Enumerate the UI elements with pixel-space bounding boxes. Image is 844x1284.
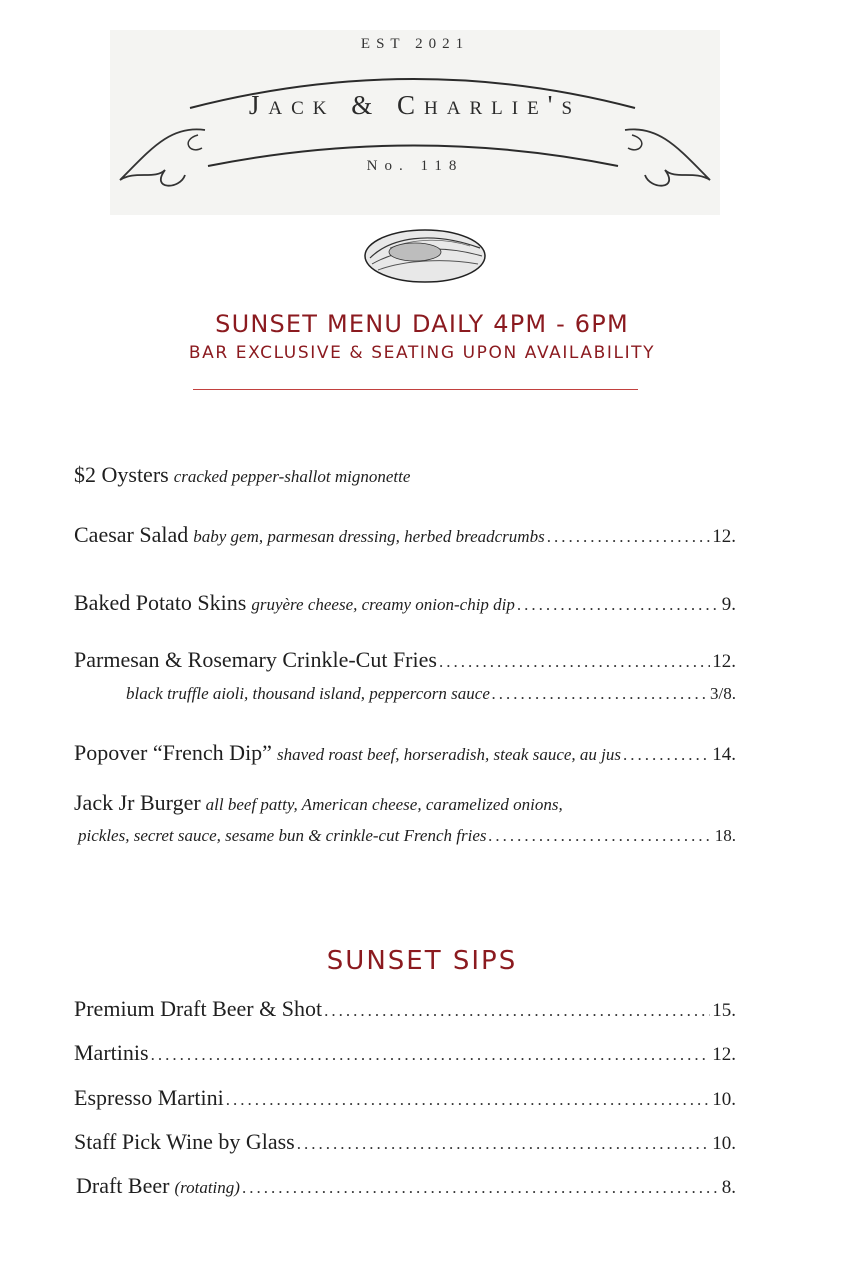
leader-dots [489, 826, 713, 846]
leader-dots [439, 652, 710, 672]
item-description: gruyère cheese, creamy onion-chip dip [251, 595, 515, 614]
item-name: Espresso Martini [74, 1085, 224, 1110]
menu-item-burger [74, 790, 736, 816]
item-name: Popover “French Dip” [74, 740, 272, 765]
leader-dots [623, 745, 710, 765]
leader-dots [547, 527, 711, 547]
sip-item [74, 1129, 736, 1155]
item-price: 18. [714, 826, 736, 845]
menu-subtitle: BAR EXCLUSIVE & SEATING UPON AVAILABILITY [188, 343, 656, 363]
item-price: 9. [721, 594, 736, 615]
item-description: cracked pepper-shallot mignonette [173, 467, 411, 486]
logo-name: Jack & Charlie's [248, 90, 582, 120]
item-name: Martinis [74, 1040, 149, 1065]
item-description: shaved roast beef, horseradish, steak sauce, au jus [276, 745, 622, 764]
leader-dots [151, 1045, 711, 1065]
leader-dots [492, 684, 708, 704]
item-price: 10. [712, 1133, 736, 1154]
item-price: 3/8. [710, 684, 736, 703]
menu-item-fries [74, 647, 736, 673]
item-name: $2 Oysters [74, 462, 169, 487]
restaurant-logo [110, 30, 720, 215]
sip-item [76, 1173, 736, 1199]
logo-number: No. 118 [366, 158, 464, 174]
item-price: 8. [721, 1177, 736, 1198]
item-description: baby gem, parmesan dressing, herbed breadcrumbs [193, 527, 545, 546]
leader-dots [242, 1178, 720, 1198]
menu-title: SUNSET MENU DAILY 4PM - 6PM [215, 310, 629, 338]
item-note: (rotating) [174, 1178, 240, 1197]
sip-item [74, 1085, 736, 1111]
oyster-icon [360, 218, 490, 290]
logo-established: EST 2021 [360, 36, 470, 52]
item-price: 15. [712, 1000, 736, 1021]
sip-item [74, 996, 736, 1022]
menu-item-oysters [74, 462, 736, 488]
divider [193, 389, 638, 390]
sips-title: SUNSET SIPS [326, 946, 518, 976]
item-name: Draft Beer [76, 1173, 170, 1198]
menu-item-burger-line2 [78, 826, 736, 846]
item-price: 12. [712, 651, 736, 672]
leader-dots [226, 1090, 711, 1110]
logo-banner-ornament [110, 30, 720, 215]
menu-headline [0, 310, 844, 363]
item-name: Staff Pick Wine by Glass [74, 1129, 295, 1154]
menu-item-popover [74, 740, 736, 766]
leader-dots [297, 1134, 711, 1154]
item-name: Parmesan & Rosemary Crinkle-Cut Fries [74, 647, 437, 672]
menu-item-potato-skins [74, 590, 736, 616]
item-name: Baked Potato Skins [74, 590, 247, 615]
sip-item [74, 1040, 736, 1066]
item-price: 14. [712, 744, 736, 765]
item-price: 12. [712, 1044, 736, 1065]
item-name: Caesar Salad [74, 522, 189, 547]
item-price: 12. [712, 526, 736, 547]
leader-dots [324, 1001, 710, 1021]
menu-item-fries-sauce [126, 684, 736, 704]
item-description: all beef patty, American cheese, caramelized onions, [205, 795, 563, 814]
leader-dots [517, 595, 720, 615]
menu-item-caesar [74, 522, 736, 548]
item-name: Premium Draft Beer & Shot [74, 996, 323, 1021]
item-name: Jack Jr Burger [74, 790, 201, 815]
item-description: black truffle aioli, thousand island, peppercorn sauce [126, 684, 490, 703]
item-description: pickles, secret sauce, sesame bun & crinkle-cut French fries [78, 826, 487, 845]
item-price: 10. [712, 1089, 736, 1110]
